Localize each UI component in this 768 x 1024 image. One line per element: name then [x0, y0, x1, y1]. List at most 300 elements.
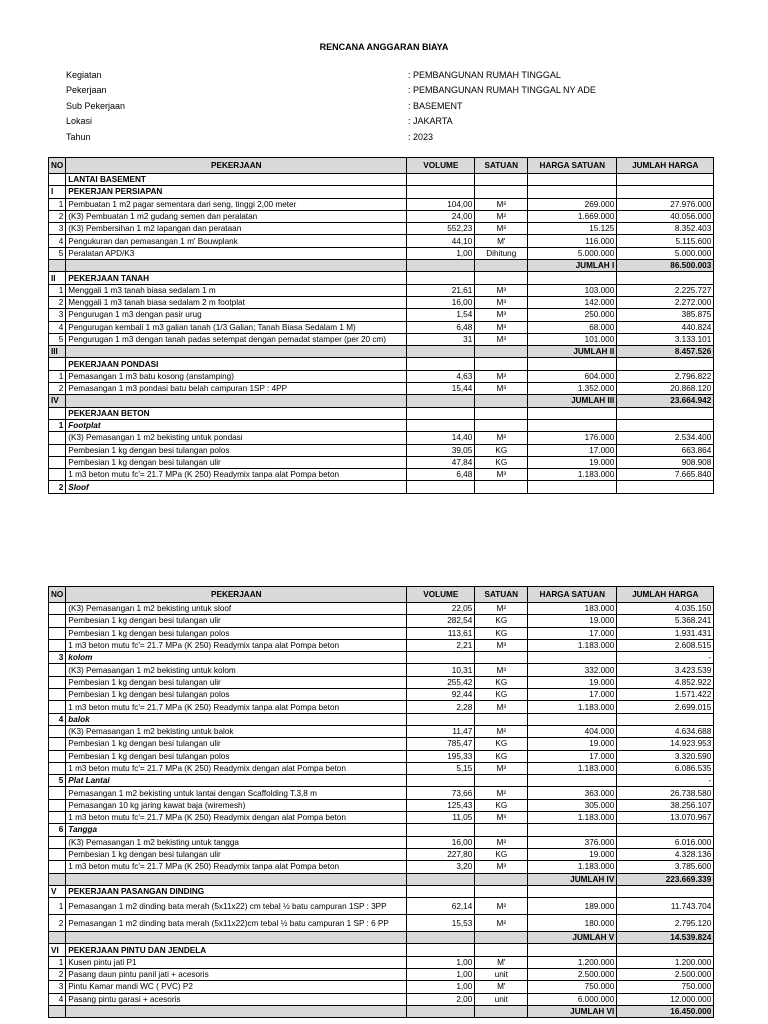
row-unit: M³	[475, 383, 528, 395]
table-row	[49, 848, 714, 860]
section-title: PEKERJAAN PONDASI	[66, 358, 407, 370]
row-unit-price: 1.183.000	[528, 469, 617, 481]
row-number	[49, 848, 66, 860]
row-unit: M³	[475, 701, 528, 713]
section-number: III	[49, 346, 66, 358]
section-title: PEKERJAAN TANAH	[66, 272, 407, 284]
row-total-price: 13.070.967	[617, 812, 714, 824]
row-description: Pembesian 1 kg dengan besi tulangan ulir	[66, 615, 407, 627]
row-unit-price: 1.183.000	[528, 639, 617, 651]
document-title: RENCANA ANGGARAN BIAYA	[319, 42, 449, 52]
section-number: 4	[49, 713, 66, 725]
row-unit: M³	[475, 469, 528, 481]
row-unit-price: 183.000	[528, 603, 617, 615]
row-unit: M²	[475, 432, 528, 444]
section-row	[49, 944, 714, 956]
row-volume: 6,48	[407, 321, 475, 333]
row-description: Pembesian 1 kg dengan besi tulangan polos	[66, 444, 407, 456]
rab-table-body	[49, 587, 714, 1018]
row-total-price: 3.423.539	[617, 664, 714, 676]
row-description: Menggali 1 m3 tanah biasa sedalam 2 m footplat	[66, 296, 407, 308]
table-row	[49, 210, 714, 222]
row-total-price: 663.864	[617, 444, 714, 456]
table-row	[49, 223, 714, 235]
row-unit: M³	[475, 296, 528, 308]
row-total-price: 5.115.600	[617, 235, 714, 247]
row-description: Pemasangan 1 m2 dinding bata merah (5x11x22) cm tebal ½ batu campuran 1SP : 3PP	[66, 898, 407, 915]
empty-cell	[66, 873, 407, 885]
table-row	[49, 664, 714, 676]
section-row	[49, 885, 714, 897]
table-row	[49, 296, 714, 308]
row-description: Pembesian 1 kg dengan besi tulangan polos	[66, 750, 407, 762]
row-total-price: 6.016.000	[617, 836, 714, 848]
row-unit-price: 363.000	[528, 787, 617, 799]
row-volume: 10,31	[407, 664, 475, 676]
row-description: (K3) Pemasangan 1 m2 bekisting untuk balok	[66, 725, 407, 737]
row-unit-price: 1.352.000	[528, 383, 617, 395]
empty-cell	[475, 652, 528, 664]
empty-cell	[407, 824, 475, 836]
row-total-price: 5.368.241	[617, 615, 714, 627]
row-unit-price: 376.000	[528, 836, 617, 848]
row-number: 1	[49, 898, 66, 915]
info-row	[66, 114, 596, 129]
row-description: Pengukuran dan pemasangan 1 m' Bouwplank	[66, 235, 407, 247]
row-unit: M²	[475, 836, 528, 848]
row-total-price: 440.824	[617, 321, 714, 333]
row-number	[49, 750, 66, 762]
row-total-price	[617, 885, 714, 897]
table-header-row	[49, 587, 714, 603]
row-number	[49, 812, 66, 824]
row-unit: M³	[475, 639, 528, 651]
empty-cell	[475, 873, 528, 885]
table-header-row	[49, 158, 714, 174]
empty-cell	[407, 358, 475, 370]
row-unit-price: 103.000	[528, 284, 617, 296]
row-volume: 195,33	[407, 750, 475, 762]
row-unit-price: 332.000	[528, 664, 617, 676]
empty-cell	[475, 419, 528, 431]
rab-table-body	[49, 158, 714, 494]
row-total-price	[617, 186, 714, 198]
table-row	[49, 762, 714, 774]
row-total-price	[617, 824, 714, 836]
row-description: Pemasangan 1 m3 pondasi batu belah campuran 1SP : 4PP	[66, 383, 407, 395]
row-unit-price: 19.000	[528, 848, 617, 860]
table-row	[49, 370, 714, 382]
row-total-price: 908.908	[617, 456, 714, 468]
header-volume: VOLUME	[407, 158, 475, 174]
row-volume: 1,00	[407, 247, 475, 259]
empty-cell	[407, 713, 475, 725]
subsection-row	[49, 824, 714, 836]
row-unit: M'	[475, 956, 528, 968]
empty-cell	[66, 346, 407, 358]
header-no: NO	[49, 587, 66, 603]
row-description: Pasang pintu garasi + acesoris	[66, 993, 407, 1005]
row-number: 3	[49, 223, 66, 235]
row-description: Pemasangan 1 m2 bekisting untuk lantai dengan Scaffolding T.3,8 m	[66, 787, 407, 799]
table-row	[49, 284, 714, 296]
section-number: VI	[49, 944, 66, 956]
rab-table-page-2	[48, 586, 714, 1018]
row-number: 2	[49, 210, 66, 222]
section-title: Tangga	[66, 824, 407, 836]
table-row	[49, 456, 714, 468]
row-number	[49, 603, 66, 615]
row-unit-price: 1.200.000	[528, 956, 617, 968]
table-row	[49, 701, 714, 713]
empty-cell	[528, 885, 617, 897]
row-unit-price: 116.000	[528, 235, 617, 247]
info-row	[66, 99, 596, 114]
empty-cell	[475, 272, 528, 284]
row-unit-price: 1.183.000	[528, 812, 617, 824]
section-number: 6	[49, 824, 66, 836]
row-description: 1 m3 beton mutu fc'= 21.7 MPa (K 250) Readymix tanpa alat Pompa beton	[66, 861, 407, 873]
row-description: 1 m3 beton mutu fc'= 21.7 MPa (K 250) Readymix tanpa alat Pompa beton	[66, 701, 407, 713]
section-number: I	[49, 186, 66, 198]
row-unit-price: 68.000	[528, 321, 617, 333]
row-volume: 16,00	[407, 296, 475, 308]
row-total-price: 20.868.120	[617, 383, 714, 395]
row-volume: 11,05	[407, 812, 475, 824]
row-total-price: -	[617, 775, 714, 787]
empty-cell	[475, 346, 528, 358]
row-volume: 3,20	[407, 861, 475, 873]
row-description: Pengurugan 1 m3 dengan pasir urug	[66, 309, 407, 321]
row-unit-price: 750.000	[528, 981, 617, 993]
table-row	[49, 333, 714, 345]
row-number	[49, 627, 66, 639]
row-number: 3	[49, 309, 66, 321]
row-description: (K3) Pemasangan 1 m2 bekisting untuk pondasi	[66, 432, 407, 444]
rab-table-page-1	[48, 157, 714, 494]
empty-cell	[528, 652, 617, 664]
empty-cell	[407, 174, 475, 186]
empty-cell	[475, 358, 528, 370]
table-row	[49, 915, 714, 932]
empty-cell	[475, 775, 528, 787]
row-description: 1 m3 beton mutu fc'= 21.7 MPa (K 250) Readymix tanpa alat Pompa beton	[66, 639, 407, 651]
section-title: PEKERJAN PERSIAPAN	[66, 186, 407, 198]
row-unit: M³	[475, 762, 528, 774]
section-title: PEKERJAAN PINTU DAN JENDELA	[66, 944, 407, 956]
section-row	[49, 358, 714, 370]
row-total-price	[617, 419, 714, 431]
row-total-price: 385.875	[617, 309, 714, 321]
row-volume: 5,15	[407, 762, 475, 774]
row-total-price: 14.923.953	[617, 738, 714, 750]
table-row	[49, 812, 714, 824]
section-number	[49, 358, 66, 370]
row-unit: KG	[475, 689, 528, 701]
table-row	[49, 799, 714, 811]
row-total-price: 38.256.107	[617, 799, 714, 811]
row-unit-price: 19.000	[528, 615, 617, 627]
row-description: Pintu Kamar mandi WC ( PVC) P2	[66, 981, 407, 993]
row-description: Pengurugan 1 m3 dengan tanah padas setempat dengan pemadat stamper (per 20 cm)	[66, 333, 407, 345]
empty-cell	[475, 1005, 528, 1017]
row-description: Pembesian 1 kg dengan besi tulangan ulir	[66, 456, 407, 468]
section-title: PEKERJAAN BETON	[66, 407, 407, 419]
empty-cell	[475, 885, 528, 897]
header-jumlah-harga: JUMLAH HARGA	[617, 158, 714, 174]
row-volume: 104,00	[407, 198, 475, 210]
row-volume: 14,40	[407, 432, 475, 444]
subtotal-row	[49, 873, 714, 885]
row-unit-price: 1.183.000	[528, 861, 617, 873]
row-description: Peralatan APD/K3	[66, 247, 407, 259]
row-unit-price: 142.000	[528, 296, 617, 308]
row-unit: M²	[475, 223, 528, 235]
empty-cell	[475, 260, 528, 272]
table-row	[49, 432, 714, 444]
row-volume: 113,61	[407, 627, 475, 639]
empty-cell	[475, 932, 528, 944]
row-total-price: 1.200.000	[617, 956, 714, 968]
row-total-price: 2.225.727	[617, 284, 714, 296]
empty-cell	[528, 824, 617, 836]
subtotal-row	[49, 932, 714, 944]
row-unit: M²	[475, 898, 528, 915]
row-number	[49, 664, 66, 676]
row-total-price: 3.785.600	[617, 861, 714, 873]
row-total-price: 6.086.535	[617, 762, 714, 774]
row-volume: 2,00	[407, 993, 475, 1005]
row-unit-price: 1.183.000	[528, 701, 617, 713]
info-value: : PEMBANGUNAN RUMAH TINGGAL NY ADE	[408, 85, 596, 96]
row-unit: M²	[475, 915, 528, 932]
empty-cell	[475, 824, 528, 836]
info-row	[66, 130, 596, 145]
section-number: II	[49, 272, 66, 284]
section-title: Sloof	[66, 481, 407, 493]
subtotal-value: 14.539.824	[617, 932, 714, 944]
row-total-price	[617, 481, 714, 493]
row-description: Pembesian 1 kg dengan besi tulangan ulir	[66, 676, 407, 688]
empty-cell	[407, 346, 475, 358]
row-number	[49, 701, 66, 713]
subtotal-label: JUMLAH IV	[528, 873, 617, 885]
row-total-price: 4.035.150	[617, 603, 714, 615]
row-volume: 785,47	[407, 738, 475, 750]
row-volume: 22,05	[407, 603, 475, 615]
row-number: 1	[49, 284, 66, 296]
row-unit: KG	[475, 627, 528, 639]
row-total-price	[617, 944, 714, 956]
row-unit-price: 5.000.000	[528, 247, 617, 259]
section-title: Plat Lantai	[66, 775, 407, 787]
section-title: balok	[66, 713, 407, 725]
row-number	[49, 725, 66, 737]
row-total-price: -	[617, 652, 714, 664]
row-total-price: 7.665.840	[617, 469, 714, 481]
row-unit: M²	[475, 787, 528, 799]
empty-cell	[407, 1005, 475, 1017]
row-description: 1 m3 beton mutu fc'= 21.7 MPa (K 250) Readymix dengan alat Pompa beton	[66, 812, 407, 824]
empty-cell	[407, 944, 475, 956]
info-label: Tahun	[66, 131, 91, 142]
row-unit: KG	[475, 676, 528, 688]
row-description: 1 m3 beton mutu fc'= 21.7 MPa (K 250) Readymix dengan alat Pompa beton	[66, 762, 407, 774]
empty-cell	[66, 1005, 407, 1017]
row-number	[49, 836, 66, 848]
empty-cell	[475, 944, 528, 956]
empty-cell	[528, 174, 617, 186]
row-unit: M²	[475, 198, 528, 210]
empty-cell	[475, 174, 528, 186]
section-title: LANTAI BASEMENT	[66, 174, 407, 186]
row-total-price: 27.976.000	[617, 198, 714, 210]
row-number	[49, 689, 66, 701]
empty-cell	[407, 419, 475, 431]
row-unit: M³	[475, 284, 528, 296]
row-description: (K3) Pemasangan 1 m2 bekisting untuk sloof	[66, 603, 407, 615]
row-description: Pemasangan 1 m3 batu kosong (anstamping)	[66, 370, 407, 382]
row-unit: M³	[475, 333, 528, 345]
row-description: Pengurugan kembali 1 m3 galian tanah (1/3 Galian; Tanah Biasa Sedalam 1 M)	[66, 321, 407, 333]
row-number: 1	[49, 370, 66, 382]
row-description: Menggali 1 m3 tanah biasa sedalam 1 m	[66, 284, 407, 296]
table-row	[49, 639, 714, 651]
subtotal-value: 8.457.526	[617, 346, 714, 358]
subsection-row	[49, 481, 714, 493]
row-volume: 1,00	[407, 981, 475, 993]
row-total-price: 11.743.704	[617, 898, 714, 915]
info-row	[66, 68, 596, 83]
row-number: 4	[49, 993, 66, 1005]
row-total-price: 3.320.590	[617, 750, 714, 762]
table-row	[49, 836, 714, 848]
row-number	[49, 787, 66, 799]
row-volume: 1,00	[407, 956, 475, 968]
row-volume: 31	[407, 333, 475, 345]
row-description: 1 m3 beton mutu fc'= 21.7 MPa (K 250) Readymix tanpa alat Pompa beton	[66, 469, 407, 481]
subsection-row	[49, 713, 714, 725]
row-total-price: 8.352.403	[617, 223, 714, 235]
section-row	[49, 186, 714, 198]
table-row	[49, 247, 714, 259]
subtotal-row	[49, 395, 714, 407]
subtotal-label: JUMLAH III	[528, 395, 617, 407]
empty-cell	[407, 186, 475, 198]
empty-cell	[528, 272, 617, 284]
row-total-price: 1.931.431	[617, 627, 714, 639]
row-unit: KG	[475, 444, 528, 456]
row-number	[49, 456, 66, 468]
row-unit-price: 101.000	[528, 333, 617, 345]
table-row	[49, 750, 714, 762]
subsection-row	[49, 419, 714, 431]
row-unit: KG	[475, 750, 528, 762]
subsection-row	[49, 652, 714, 664]
section-title: kolom	[66, 652, 407, 664]
row-volume: 15,44	[407, 383, 475, 395]
row-total-price: 1.571.422	[617, 689, 714, 701]
info-value: : JAKARTA	[408, 116, 453, 127]
row-volume: 255,42	[407, 676, 475, 688]
row-number	[49, 762, 66, 774]
row-unit-price: 2.500.000	[528, 969, 617, 981]
row-unit: M'	[475, 981, 528, 993]
row-total-price: 5.000.000	[617, 247, 714, 259]
row-volume: 2,28	[407, 701, 475, 713]
row-total-price: 2.272.000	[617, 296, 714, 308]
row-description: Pembesian 1 kg dengan besi tulangan polos	[66, 689, 407, 701]
row-unit-price: 17.000	[528, 627, 617, 639]
table-row	[49, 787, 714, 799]
row-total-price: 4.852.922	[617, 676, 714, 688]
row-unit-price: 15.125	[528, 223, 617, 235]
row-number	[49, 444, 66, 456]
subtotal-label: JUMLAH II	[528, 346, 617, 358]
table-row	[49, 444, 714, 456]
empty-cell	[407, 873, 475, 885]
subsection-row	[49, 775, 714, 787]
row-volume: 227,80	[407, 848, 475, 860]
table-row	[49, 689, 714, 701]
row-number: 3	[49, 981, 66, 993]
row-description: (K3) Pemasangan 1 m2 bekisting untuk kolom	[66, 664, 407, 676]
section-number: 5	[49, 775, 66, 787]
row-unit-price: 189.000	[528, 898, 617, 915]
info-label: Kegiatan	[66, 70, 102, 80]
row-total-price: 26.738.580	[617, 787, 714, 799]
row-volume: 4,63	[407, 370, 475, 382]
row-total-price	[617, 407, 714, 419]
row-unit-price: 176.000	[528, 432, 617, 444]
row-unit-price: 1.183.000	[528, 762, 617, 774]
row-unit-price: 19.000	[528, 738, 617, 750]
subtotal-label: JUMLAH I	[528, 260, 617, 272]
row-volume: 16,00	[407, 836, 475, 848]
empty-cell	[528, 481, 617, 493]
row-number: 5	[49, 247, 66, 259]
row-unit: M³	[475, 812, 528, 824]
subtotal-value: 86.500.003	[617, 260, 714, 272]
info-row	[66, 83, 596, 98]
row-total-price	[617, 174, 714, 186]
row-unit: M²	[475, 725, 528, 737]
row-number: 1	[49, 198, 66, 210]
empty-cell	[407, 395, 475, 407]
header-harga-satuan: HARGA SATUAN	[528, 158, 617, 174]
row-volume: 21,61	[407, 284, 475, 296]
row-volume: 125,43	[407, 799, 475, 811]
row-number	[49, 861, 66, 873]
table-row	[49, 603, 714, 615]
row-unit: KG	[475, 848, 528, 860]
table-row	[49, 198, 714, 210]
table-row	[49, 676, 714, 688]
empty-cell	[407, 272, 475, 284]
table-row	[49, 738, 714, 750]
row-total-price: 3.133.101	[617, 333, 714, 345]
row-description: Kusen pintu jati P1	[66, 956, 407, 968]
table-row	[49, 615, 714, 627]
row-unit: KG	[475, 615, 528, 627]
row-unit: M²	[475, 603, 528, 615]
empty-cell	[528, 944, 617, 956]
row-number	[49, 639, 66, 651]
row-total-price: 2.534.400	[617, 432, 714, 444]
table-row	[49, 469, 714, 481]
row-volume: 552,23	[407, 223, 475, 235]
row-total-price: 2.796.822	[617, 370, 714, 382]
